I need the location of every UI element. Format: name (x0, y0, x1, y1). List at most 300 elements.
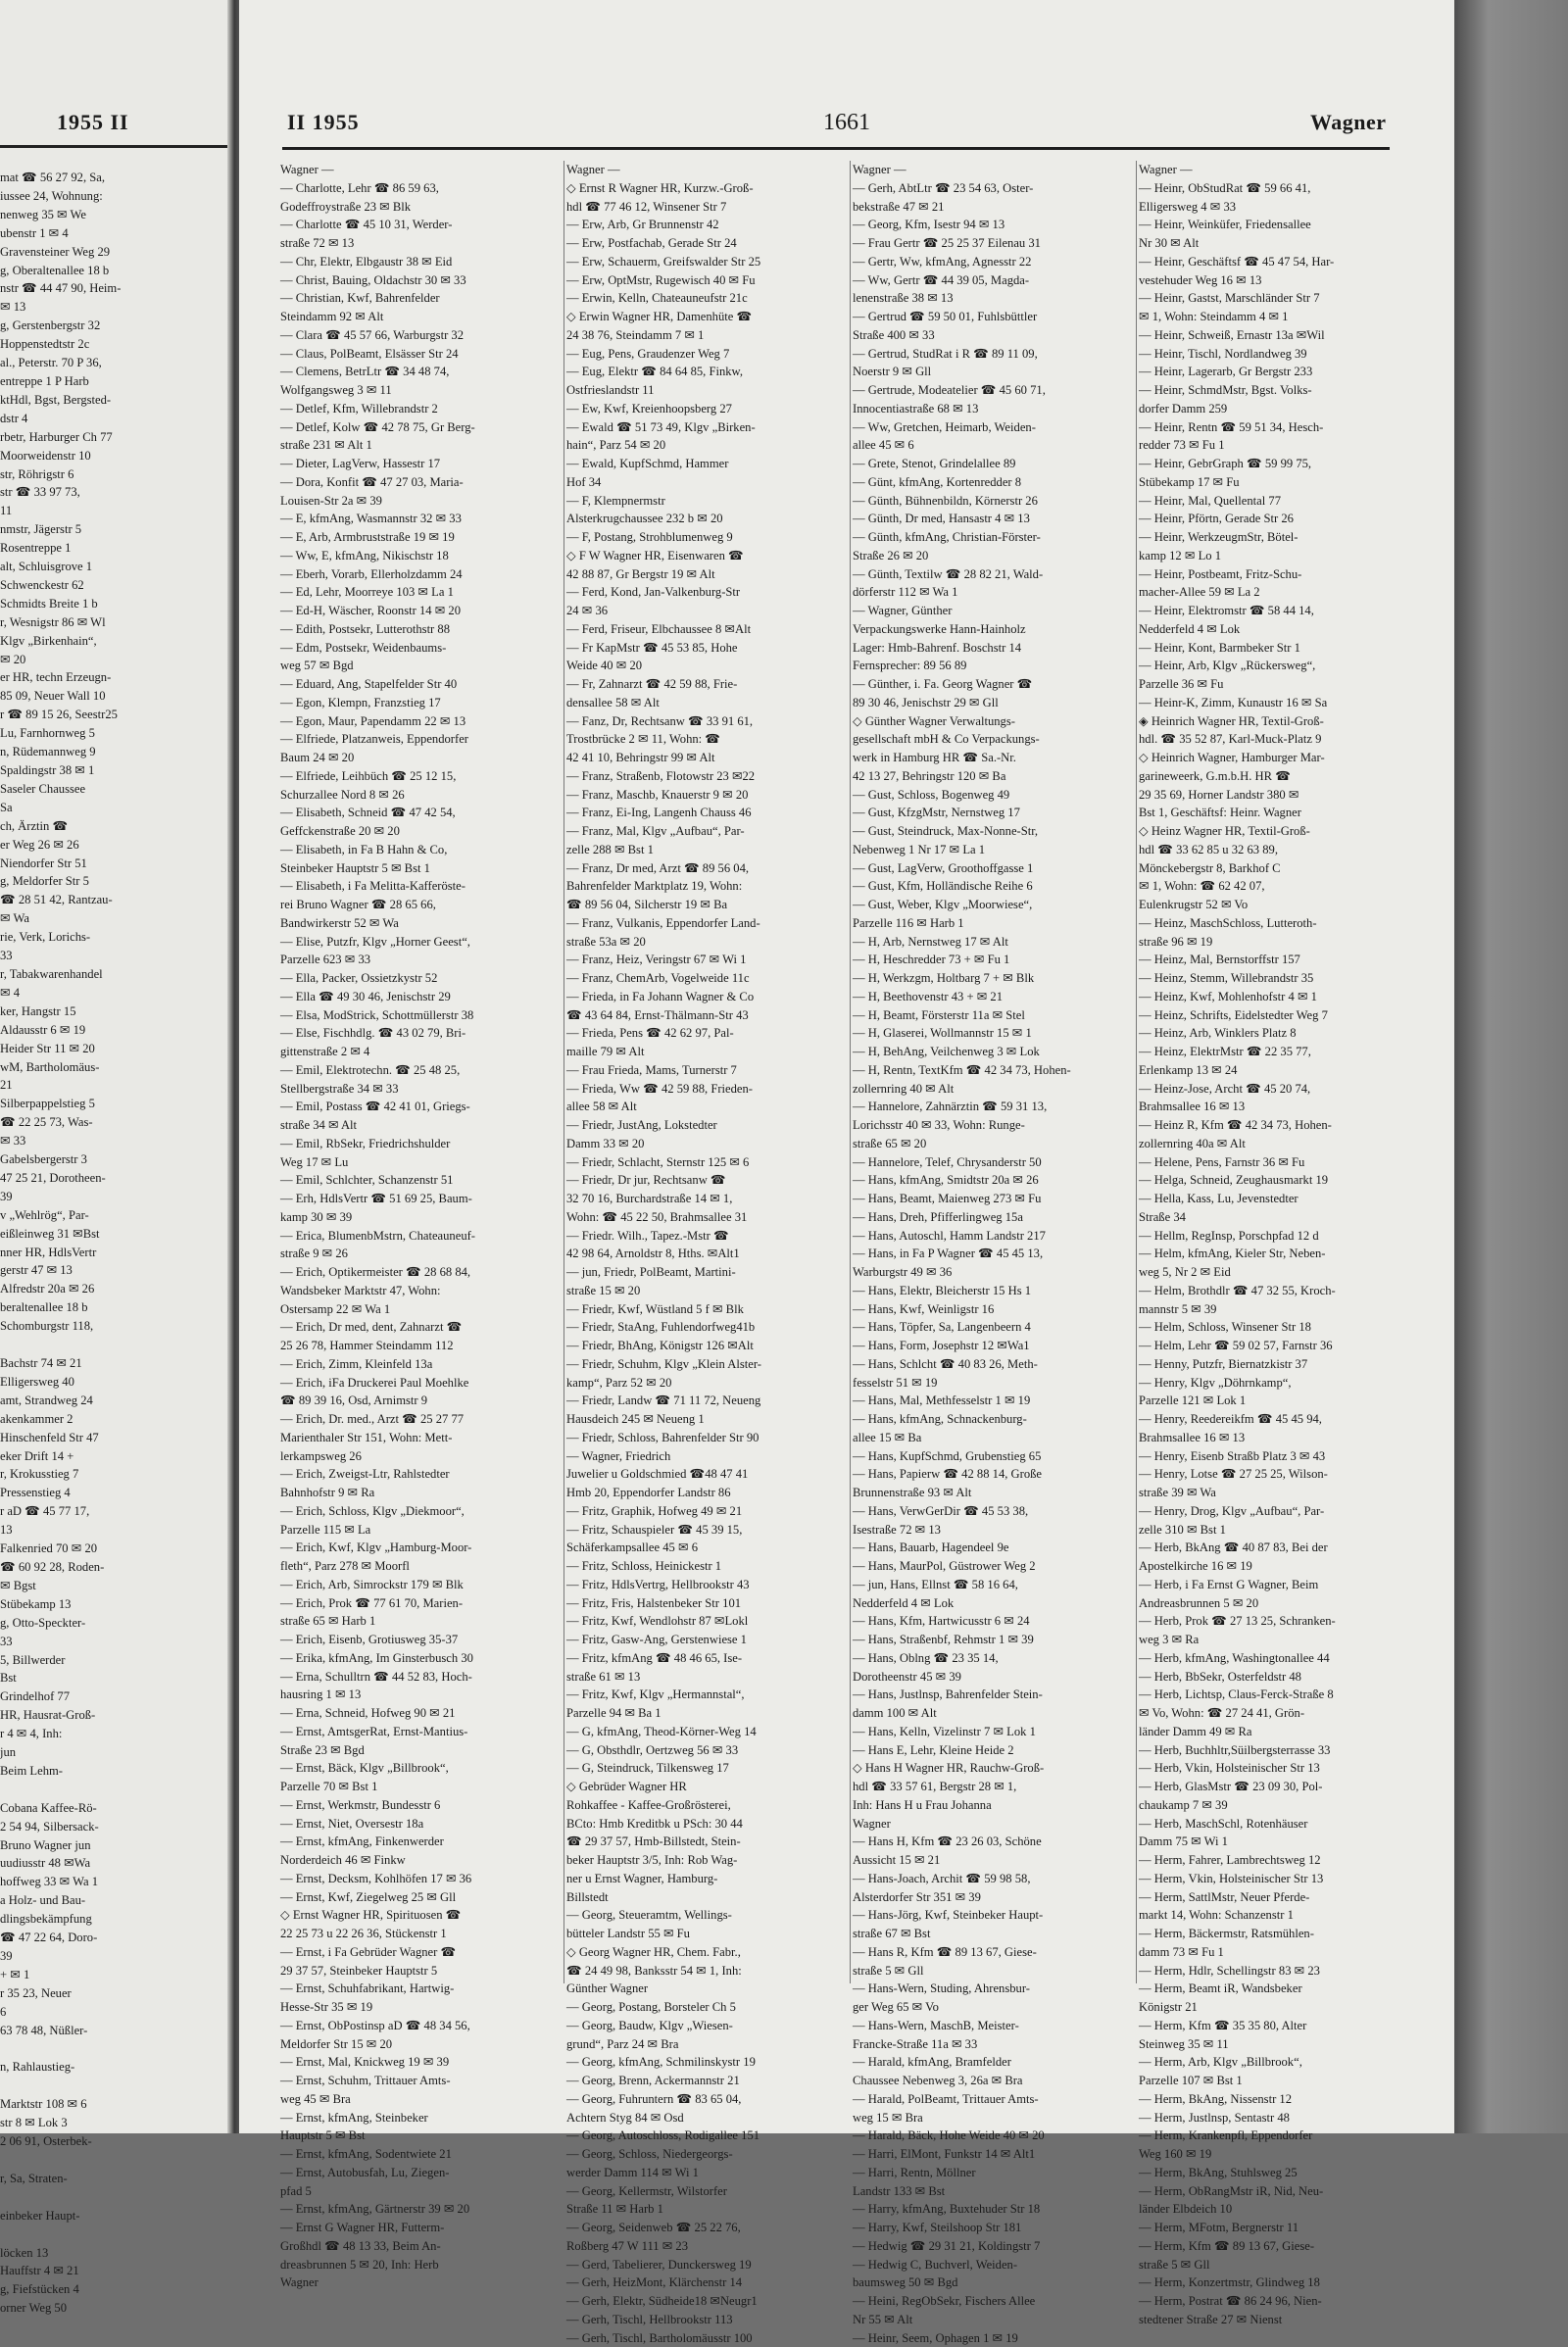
directory-entry-line: damm 100 ✉ Alt (853, 1704, 1136, 1723)
directory-entry-line: — Herm, Vkin, Holsteinischer Str 13 (1139, 1870, 1422, 1888)
directory-entry-line: r, Sa, Straten- (0, 2170, 227, 2188)
directory-entry-line: — Franz, Straßenb, Flotowstr 23 ✉22 (566, 767, 850, 786)
directory-entry-line: ◇ Gebrüder Wagner HR (566, 1778, 850, 1796)
directory-entry-line: beker Hauptstr 3/5, Inh: Rob Wag- (566, 1851, 850, 1870)
directory-entry-line: pfad 5 (280, 2182, 564, 2201)
directory-entry-line: — Gust, LagVerw, Groothoffgasse 1 (853, 859, 1136, 878)
directory-entry-line: — Heinr, Seem, Ophagen 1 ✉ 19 (853, 2329, 1136, 2347)
directory-entry-line: akenkammer 2 (0, 1410, 227, 1429)
directory-entry-line: — Claus, PolBeamt, Elsässer Str 24 (280, 345, 564, 364)
directory-entry-line: 29 37 57, Steinbeker Hauptstr 5 (280, 1962, 564, 1980)
directory-entry-line: Straße 23 ✉ Bgd (280, 1741, 564, 1760)
directory-entry-line: Hoppenstedtstr 2c (0, 335, 227, 354)
directory-entry-line: — Fr KapMstr ☎ 45 53 85, Hohe (566, 639, 850, 658)
directory-entry-line: — Hans, Dreh, Pfifferlingweg 15a (853, 1208, 1136, 1227)
directory-entry-line: — Hans-Joach, Archit ☎ 59 98 58, (853, 1870, 1136, 1888)
directory-entry-line: ✉ Vo, Wohn: ☎ 27 24 41, Grön- (1139, 1704, 1422, 1723)
directory-entry-line: — Georg, Postang, Borsteler Ch 5 (566, 1998, 850, 2017)
directory-entry-line: Falkenried 70 ✉ 20 (0, 1540, 227, 1558)
directory-entry-line: Wagner — (853, 161, 1136, 179)
directory-entry-line: — Chr, Elektr, Elbgaustr 38 ✉ Eid (280, 253, 564, 271)
directory-entry-line: — G, kfmAng, Theod-Körner-Weg 14 (566, 1723, 850, 1741)
directory-entry-line: — Gerd, Tabelierer, Dunckersweg 19 (566, 2256, 850, 2274)
directory-entry-line: — Erika, kfmAng, Im Ginsterbusch 30 (280, 1649, 564, 1668)
directory-entry-line: — Henny, Putzfr, Biernatzkistr 37 (1139, 1355, 1422, 1374)
directory-entry-line: allee 15 ✉ Ba (853, 1429, 1136, 1447)
directory-entry-line: — Heinr, Postbeamt, Fritz-Schu- (1139, 565, 1422, 584)
directory-entry-line: straße 65 ✉ Harb 1 (280, 1612, 564, 1631)
directory-entry-line: 33 (0, 1633, 227, 1651)
directory-entry-line: weg 45 ✉ Bra (280, 2090, 564, 2109)
directory-entry-line: Hinschenfeld Str 47 (0, 1429, 227, 1447)
directory-entry-line: — Heinz, Stemm, Willebrandstr 35 (1139, 969, 1422, 988)
directory-entry-line: ✉ 1, Wohn: Steindamm 4 ✉ 1 (1139, 308, 1422, 326)
directory-entry-line: — Herm, Konzertmstr, Glindweg 18 (1139, 2274, 1422, 2292)
directory-entry-line: ◇ F W Wagner HR, Eisenwaren ☎ (566, 547, 850, 565)
directory-entry-line: Inh: Hans H u Frau Johanna (853, 1796, 1136, 1815)
directory-entry-line: ◇ Heinz Wagner HR, Textil-Groß- (1139, 822, 1422, 841)
directory-entry-line: — Herb, Lichtsp, Claus-Ferck-Straße 8 (1139, 1686, 1422, 1704)
directory-entry-line: Bruno Wagner jun (0, 1836, 227, 1855)
directory-entry-line: — Gerh, Tischl, Hellbrookstr 113 (566, 2311, 850, 2329)
directory-entry-line: Hauffstr 4 ✉ 21 (0, 2262, 227, 2280)
directory-entry-line: — Heini, RegObSekr, Fischers Allee (853, 2292, 1136, 2311)
directory-entry-line: — Harry, kfmAng, Buxtehuder Str 18 (853, 2200, 1136, 2219)
directory-entry-line: — Herb, BkAng ☎ 40 87 83, Bei der (1139, 1539, 1422, 1557)
directory-entry-line (0, 1336, 227, 1354)
directory-entry-line: Marienthaler Str 151, Wohn: Mett- (280, 1429, 564, 1447)
directory-entry-line: — Günth, Bühnenbildn, Körnerstr 26 (853, 492, 1136, 511)
directory-entry-line: — Herm, Hdlr, Schellingstr 83 ✉ 23 (1139, 1962, 1422, 1980)
directory-entry-line: — Ernst, Niet, Oversestr 18a (280, 1815, 564, 1834)
directory-entry-line: Großhdl ☎ 48 13 33, Beim An- (280, 2237, 564, 2256)
directory-entry-line: — Wagner, Friedrich (566, 1447, 850, 1466)
directory-entry-line: — Detlef, Kfm, Willebrandstr 2 (280, 400, 564, 418)
directory-entry-line: g, Gerstenbergstr 32 (0, 317, 227, 335)
directory-entry-line: allee 58 ✉ Alt (566, 1098, 850, 1116)
directory-entry-line: Damm 33 ✉ 20 (566, 1135, 850, 1153)
directory-entry-line: — Friedr, Dr jur, Rechtsanw ☎ (566, 1171, 850, 1190)
directory-entry-line: Andreasbrunnen 5 ✉ 20 (1139, 1594, 1422, 1613)
directory-entry-line: — Herb, kfmAng, Washingtonallee 44 (1139, 1649, 1422, 1668)
directory-entry-line: — Günt, kfmAng, Kortenredder 8 (853, 473, 1136, 492)
directory-entry-line: — Gust, KfzgMstr, Nernstweg 17 (853, 804, 1136, 822)
directory-entry-line: — Erich, Kwf, Klgv „Hamburg-Moor- (280, 1539, 564, 1557)
column-divider (850, 161, 851, 1983)
directory-entry-line: — Hans, Bauarb, Hagendeel 9e (853, 1539, 1136, 1557)
directory-entry-line: n, Rahlaustieg- (0, 2058, 227, 2077)
directory-entry-line: — Hans, Elektr, Bleicherstr 15 Hs 1 (853, 1282, 1136, 1300)
directory-entry-line: — E, kfmAng, Wasmannstr 32 ✉ 33 (280, 510, 564, 528)
directory-entry-line: — Ernst, Bäck, Klgv „Billbrook“, (280, 1759, 564, 1778)
directory-entry-line: — Clara ☎ 45 57 66, Warburgstr 32 (280, 326, 564, 345)
directory-entry-line: iussee 24, Wohnung: (0, 187, 227, 206)
directory-entry-line: r 4 ✉ 4, Inh: (0, 1725, 227, 1743)
directory-entry-line: — Franz, Maschb, Knauerstr 9 ✉ 20 (566, 786, 850, 805)
directory-entry-line: — H, Werkzgm, Holtbarg 7 + ✉ Blk (853, 969, 1136, 988)
directory-entry-line: — Elisabeth, Schneid ☎ 47 42 54, (280, 804, 564, 822)
directory-entry-line: Alsterdorfer Str 351 ✉ 39 (853, 1888, 1136, 1907)
directory-entry-line: — Henry, Drog, Klgv „Aufbau“, Par- (1139, 1502, 1422, 1521)
directory-entry-line: — Henry, Lotse ☎ 27 25 25, Wilson- (1139, 1465, 1422, 1484)
directory-entry-line: ☎ 47 22 64, Doro- (0, 1929, 227, 1947)
directory-entry-line: ch, Ärztin ☎ (0, 817, 227, 836)
directory-entry-line: einbeker Haupt- (0, 2207, 227, 2225)
directory-entry-line: — Franz, Dr med, Arzt ☎ 89 56 04, (566, 859, 850, 878)
directory-entry-line: — Heinr, Weinküfer, Friedensallee (1139, 216, 1422, 234)
directory-entry-line: straße 53a ✉ 20 (566, 933, 850, 952)
directory-entry-line: — Georg, Baudw, Klgv „Wiesen- (566, 2017, 850, 2035)
directory-entry-line: — Erich, Dr med, dent, Zahnarzt ☎ (280, 1318, 564, 1337)
directory-entry-line: ✉ 13 (0, 298, 227, 317)
directory-entry-line: Aldausstr 6 ✉ 19 (0, 1021, 227, 1040)
directory-entry-line: — Herm, Fahrer, Lambrechtsweg 12 (1139, 1851, 1422, 1870)
directory-entry-line: — Henry, Klgv „Döhrnkamp“, (1139, 1374, 1422, 1393)
directory-entry-line: gerstr 47 ✉ 13 (0, 1261, 227, 1280)
directory-entry-line: Isestraße 72 ✉ 13 (853, 1521, 1136, 1540)
directory-entry-line: bekstraße 47 ✉ 21 (853, 198, 1136, 217)
directory-entry-line: ☎ 28 51 42, Rantzau- (0, 891, 227, 909)
directory-entry-line: — Hans, KupfSchmd, Grubenstieg 65 (853, 1447, 1136, 1466)
directory-entry-line: zollernring 40 ✉ Alt (853, 1080, 1136, 1099)
directory-entry-line: länder Elbdeich 10 (1139, 2200, 1422, 2219)
directory-entry-line: — Heinr, Rentn ☎ 59 51 34, Hesch- (1139, 418, 1422, 437)
directory-entry-line: ✉ Wa (0, 909, 227, 928)
directory-entry-line: ◇ Erwin Wagner HR, Damenhüte ☎ (566, 308, 850, 326)
directory-entry-line: — Ed, Lehr, Moorreye 103 ✉ La 1 (280, 583, 564, 602)
directory-entry-line: — H, Heschredder 73 + ✉ Fu 1 (853, 951, 1136, 969)
directory-entry-line: n, Rüdemannweg 9 (0, 743, 227, 761)
directory-entry-line: — F, Postang, Strohblumenweg 9 (566, 528, 850, 547)
directory-entry-line: Wohn: ☎ 45 22 50, Brahmsallee 31 (566, 1208, 850, 1227)
directory-entry-line: Noerstr 9 ✉ Gll (853, 363, 1136, 381)
directory-entry-line: — Heinz, Mal, Bernstorffstr 157 (1139, 951, 1422, 969)
directory-entry-line: — Hans, kfmAng, Smidtstr 20a ✉ 26 (853, 1171, 1136, 1190)
directory-entry-line: — Hans, Papierw ☎ 42 88 14, Große (853, 1465, 1136, 1484)
directory-entry-line: 2 54 94, Silbersack- (0, 1818, 227, 1836)
directory-entry-line: Alfredstr 20a ✉ 26 (0, 1280, 227, 1298)
directory-entry-line: Schmidts Breite 1 b (0, 595, 227, 613)
directory-entry-line: Parzelle 36 ✉ Fu (1139, 675, 1422, 694)
directory-entry-line: — Clemens, BetrLtr ☎ 34 48 74, (280, 363, 564, 381)
directory-entry-line: — Heinr, ObStudRat ☎ 59 66 41, (1139, 179, 1422, 198)
directory-entry-line: ◇ Heinrich Wagner, Hamburger Mar- (1139, 749, 1422, 767)
directory-entry-line: — Heinr, Tischl, Nordlandweg 39 (1139, 345, 1422, 364)
directory-entry-line: — Heinr, Schweiß, Ernastr 13a ✉Wil (1139, 326, 1422, 345)
directory-entry-line: — Dora, Konfit ☎ 47 27 03, Maria- (280, 473, 564, 492)
directory-entry-line: straße 34 ✉ Alt (280, 1116, 564, 1135)
directory-entry-line: Alsterkrugchaussee 232 b ✉ 20 (566, 510, 850, 528)
directory-entry-line: — Helm, Lehr ☎ 59 02 57, Farnstr 36 (1139, 1337, 1422, 1355)
directory-entry-line: — Herm, Bäckermstr, Ratsmühlen- (1139, 1925, 1422, 1943)
directory-entry-line: Stellbergstraße 34 ✉ 33 (280, 1080, 564, 1099)
directory-entry-line: eker Drift 14 + (0, 1447, 227, 1466)
directory-entry-line: Verpackungswerke Hann-Hainholz (853, 620, 1136, 639)
page-edge-shadow (1454, 0, 1568, 2133)
directory-entry-line: Norderdeich 46 ✉ Finkw (280, 1851, 564, 1870)
directory-entry-line: — Christian, Kwf, Bahrenfelder (280, 289, 564, 308)
directory-entry-line: — Hans, Straßenbf, Rehmstr 1 ✉ 39 (853, 1631, 1136, 1649)
directory-entry-line: ubenstr 1 ✉ 4 (0, 224, 227, 243)
directory-entry-line: Wolfgangsweg 3 ✉ 11 (280, 381, 564, 400)
directory-entry-line: — Heinr, Elektromstr ☎ 58 44 14, (1139, 602, 1422, 620)
directory-entry-line: ger Weg 65 ✉ Vo (853, 1998, 1136, 2017)
directory-entry-line: Saseler Chaussee (0, 780, 227, 799)
directory-entry-line: — Else, Fischhdlg. ☎ 43 02 79, Bri- (280, 1024, 564, 1043)
directory-entry-line: — Erich, Arb, Simrockstr 179 ✉ Blk (280, 1576, 564, 1594)
directory-entry-line: Straße 26 ✉ 20 (853, 547, 1136, 565)
directory-entry-line: kamp 12 ✉ Lo 1 (1139, 547, 1422, 565)
directory-entry-line: maille 79 ✉ Alt (566, 1043, 850, 1061)
directory-column-1 (280, 161, 564, 2292)
directory-entry-line: — Herb, Buchhltr,Süilbergsterrasse 33 (1139, 1741, 1422, 1760)
directory-entry-line: — Erw, Schauerm, Greifswalder Str 25 (566, 253, 850, 271)
directory-entry-line: v „Wehlrög“, Par- (0, 1206, 227, 1225)
directory-entry-line: — Ww, Gertr ☎ 44 39 05, Magda- (853, 271, 1136, 290)
directory-entry-line: — Erich, Zweigst-Ltr, Rahlstedter (280, 1465, 564, 1484)
directory-entry-line: 39 (0, 1947, 227, 1966)
directory-entry-line: — Egon, Maur, Papendamm 22 ✉ 13 (280, 712, 564, 731)
directory-entry-line: — Heinr, Kont, Barmbeker Str 1 (1139, 639, 1422, 658)
directory-entry-line: Warburgstr 49 ✉ 36 (853, 1263, 1136, 1282)
directory-entry-line: — Erw, Postfachab, Gerade Str 24 (566, 234, 850, 253)
directory-entry-line: Straße 400 ✉ 33 (853, 326, 1136, 345)
directory-entry-line: rei Bruno Wagner ☎ 28 65 66, (280, 896, 564, 914)
directory-entry-line: — Günth, Textilw ☎ 28 82 21, Wald- (853, 565, 1136, 584)
directory-entry-line: ✉ 20 (0, 651, 227, 669)
directory-entry-line: — Herb, MaschSchl, Rotenhäuser (1139, 1815, 1422, 1834)
directory-entry-line: 85 09, Neuer Wall 10 (0, 687, 227, 706)
directory-entry-line: weg 5, Nr 2 ✉ Eid (1139, 1263, 1422, 1282)
directory-entry-line: — Herm, Kfm ☎ 89 13 67, Giese- (1139, 2237, 1422, 2256)
directory-entry-line: — Erich, Prok ☎ 77 61 70, Marien- (280, 1594, 564, 1613)
directory-entry-line: — Franz, Ei-Ing, Langenh Chauss 46 (566, 804, 850, 822)
directory-entry-line: hdl ☎ 33 57 61, Bergstr 28 ✉ 1, (853, 1778, 1136, 1796)
directory-entry-line: Damm 75 ✉ Wi 1 (1139, 1833, 1422, 1851)
directory-entry-line: Parzelle 115 ✉ La (280, 1521, 564, 1540)
directory-entry-line: — Heinr, Arb, Klgv „Rückersweg“, (1139, 657, 1422, 675)
directory-entry-line: Wandsbeker Marktstr 47, Wohn: (280, 1282, 564, 1300)
directory-entry-line: — Heinz R, Kfm ☎ 42 34 73, Hohen- (1139, 1116, 1422, 1135)
directory-entry-line: — Franz, ChemArb, Vogelweide 11c (566, 969, 850, 988)
directory-entry-line: — Fritz, kfmAng ☎ 48 46 65, Ise- (566, 1649, 850, 1668)
directory-entry-line: — Herb, Prok ☎ 27 13 25, Schranken- (1139, 1612, 1422, 1631)
directory-entry-line: — Gertr, Ww, kfmAng, Agnesstr 22 (853, 253, 1136, 271)
directory-entry-line: 33 (0, 947, 227, 965)
directory-entry-line: — Hans, Kwf, Weinligstr 16 (853, 1300, 1136, 1319)
directory-entry-line: — Christ, Bauing, Oldachstr 30 ✉ 33 (280, 271, 564, 290)
directory-entry-line: — Ernst, AmtsgerRat, Ernst-Mantius- (280, 1723, 564, 1741)
directory-entry-line: ☎ 89 39 16, Osd, Arnimstr 9 (280, 1392, 564, 1410)
directory-entry-line: Ostersamp 22 ✉ Wa 1 (280, 1300, 564, 1319)
directory-entry-line: — Herm, Beamt iR, Wandsbeker (1139, 1980, 1422, 1998)
directory-entry-line: — Hannelore, Zahnärztin ☎ 59 31 13, (853, 1098, 1136, 1116)
directory-entry-line: Steindamm 92 ✉ Alt (280, 308, 564, 326)
directory-entry-line: — Elfriede, Leihbüch ☎ 25 12 15, (280, 767, 564, 786)
directory-entry-line: — Elisabeth, i Fa Melitta-Kafferöste- (280, 877, 564, 896)
directory-entry-line: er HR, techn Erzeugn- (0, 668, 227, 687)
directory-entry-line: — H, Beamt, Försterstr 11a ✉ Stel (853, 1006, 1136, 1025)
directory-entry-line: ◈ Heinrich Wagner HR, Textil-Groß- (1139, 712, 1422, 731)
directory-entry-line: — Ww, Gretchen, Heimarb, Weiden- (853, 418, 1136, 437)
directory-entry-line: — Günth, Dr med, Hansastr 4 ✉ 13 (853, 510, 1136, 528)
directory-entry-line: — Gerh, AbtLtr ☎ 23 54 63, Oster- (853, 179, 1136, 198)
directory-entry-line: — Fritz, Fris, Halstenbeker Str 101 (566, 1594, 850, 1613)
directory-entry-line: — Herm, Kfm ☎ 35 35 80, Alter (1139, 2017, 1422, 2035)
directory-entry-line: — Herm, Krankenpfl, Eppendorfer (1139, 2127, 1422, 2145)
directory-entry-line (0, 2151, 227, 2170)
directory-entry-line: Mönckebergstr 8, Barkhof C (1139, 859, 1422, 878)
directory-entry-line: — Hannelore, Telef, Chrysanderstr 50 (853, 1153, 1136, 1172)
directory-entry-line: g, Otto-Speckter- (0, 1614, 227, 1633)
directory-entry-line: straße 5 ✉ Gll (1139, 2256, 1422, 2274)
directory-entry-line: — Elise, Putzfr, Klgv „Horner Geest“, (280, 933, 564, 952)
directory-entry-line: zollernring 40a ✉ Alt (1139, 1135, 1422, 1153)
directory-entry-line: Cobana Kaffee-Rö- (0, 1799, 227, 1818)
directory-entry-line: — Hans, Töpfer, Sa, Langenbeern 4 (853, 1318, 1136, 1337)
directory-entry-line: Sa (0, 799, 227, 817)
directory-entry-line: str ☎ 33 97 73, (0, 483, 227, 502)
directory-entry-line: — Fanz, Dr, Rechtsanw ☎ 33 91 61, (566, 712, 850, 731)
directory-entry-line: — Hedwig ☎ 29 31 21, Koldingstr 7 (853, 2237, 1136, 2256)
directory-entry-line: Weg 17 ✉ Lu (280, 1153, 564, 1172)
directory-entry-line: Beim Lehm- (0, 1762, 227, 1781)
directory-entry-line: ◇ Günther Wagner Verwaltungs- (853, 712, 1136, 731)
directory-entry-line: — Georg, Seidenweb ☎ 25 22 76, (566, 2219, 850, 2237)
directory-entry-line: Parzelle 121 ✉ Lok 1 (1139, 1392, 1422, 1410)
directory-entry-line: nenweg 35 ✉ We (0, 206, 227, 224)
directory-entry-line: 42 41 10, Behringstr 99 ✉ Alt (566, 749, 850, 767)
directory-entry-line: — Erh, HdlsVertr ☎ 51 69 25, Baum- (280, 1190, 564, 1208)
directory-entry-line: Aussicht 15 ✉ 21 (853, 1851, 1136, 1870)
directory-entry-line: — jun, Friedr, PolBeamt, Martini- (566, 1263, 850, 1282)
directory-entry-line: Spaldingstr 38 ✉ 1 (0, 761, 227, 780)
directory-entry-line: — Ernst, Kwf, Ziegelweg 25 ✉ Gll (280, 1888, 564, 1907)
directory-entry-line: mannstr 5 ✉ 39 (1139, 1300, 1422, 1319)
directory-entry-line: nstr ☎ 44 47 90, Heim- (0, 279, 227, 298)
directory-entry-line: — Heinz, MaschSchloss, Lutteroth- (1139, 914, 1422, 933)
directory-entry-line: — Helm, Brothdlr ☎ 47 32 55, Kroch- (1139, 1282, 1422, 1300)
directory-entry-line: dstr 4 (0, 410, 227, 428)
directory-entry-line: rbetr, Harburger Ch 77 (0, 428, 227, 447)
directory-entry-line: — Fritz, Graphik, Hofweg 49 ✉ 21 (566, 1502, 850, 1521)
directory-entry-line: straße 61 ✉ 13 (566, 1668, 850, 1687)
directory-entry-line: chaukamp 7 ✉ 39 (1139, 1796, 1422, 1815)
directory-entry-line: ◇ Ernst R Wagner HR, Kurzw.-Groß- (566, 179, 850, 198)
directory-entry-line: ✉ 33 (0, 1132, 227, 1150)
directory-entry-line: Brahmsallee 16 ✉ 13 (1139, 1429, 1422, 1447)
directory-entry-line: — Elsa, ModStrick, Schottmüllerstr 38 (280, 1006, 564, 1025)
directory-entry-line: Louisen-Str 2a ✉ 39 (280, 492, 564, 511)
directory-entry-line: — Heinr, SchmdMstr, Bgst. Volks- (1139, 381, 1422, 400)
directory-entry-line: dörferstr 112 ✉ Wa 1 (853, 583, 1136, 602)
directory-entry-line: r, Wesnigstr 86 ✉ Wl (0, 613, 227, 632)
directory-entry-line: — Gerh, Tischl, Bartholomäusstr 100 (566, 2329, 850, 2347)
directory-entry-line: straße 15 ✉ 20 (566, 1282, 850, 1300)
directory-entry-line: 22 25 73 u 22 26 36, Stückenstr 1 (280, 1925, 564, 1943)
directory-entry-line: — Edith, Postsekr, Lutterothstr 88 (280, 620, 564, 639)
directory-entry-line: rie, Verk, Lorichs- (0, 928, 227, 947)
directory-entry-line: — Harald, Bäck, Hohe Weide 40 ✉ 20 (853, 2127, 1136, 2145)
directory-entry-line: Hausdeich 245 ✉ Neueng 1 (566, 1410, 850, 1429)
directory-entry-line: gittenstraße 2 ✉ 4 (280, 1043, 564, 1061)
directory-entry-line: hdl. ☎ 35 52 87, Karl-Muck-Platz 9 (1139, 730, 1422, 749)
directory-entry-line: Marktstr 108 ✉ 6 (0, 2095, 227, 2114)
directory-entry-line: — H, Arb, Nernstweg 17 ✉ Alt (853, 933, 1136, 952)
directory-entry-line: — Heinz, Schrifts, Eidelstedter Weg 7 (1139, 1006, 1422, 1025)
directory-entry-line: fleth“, Parz 278 ✉ Moorfl (280, 1557, 564, 1576)
volume-header: II 1955 (287, 110, 360, 135)
directory-entry-line: — Günther, i. Fa. Georg Wagner ☎ (853, 675, 1136, 694)
directory-entry-line: — Frau Frieda, Mams, Turnerstr 7 (566, 1061, 850, 1080)
directory-entry-line: — Heinz-Jose, Archt ☎ 45 20 74, (1139, 1080, 1422, 1099)
directory-entry-line (0, 2040, 227, 2059)
directory-entry-line: — Gertrud ☎ 59 50 01, Fuhlsbüttler (853, 308, 1136, 326)
directory-entry-line: garineweerk, G.m.b.H. HR ☎ (1139, 767, 1422, 786)
directory-entry-line: Baum 24 ✉ 20 (280, 749, 564, 767)
directory-entry-line: — Gust, Weber, Klgv „Moorwiese“, (853, 896, 1136, 914)
directory-entry-line: — Hans, Form, Josephstr 12 ✉Wa1 (853, 1337, 1136, 1355)
directory-entry-line: Wagner (280, 2274, 564, 2292)
directory-entry-line: — Hans-Wern, MaschB, Meister- (853, 2017, 1136, 2035)
directory-entry-line: markt 14, Wohn: Schanzenstr 1 (1139, 1906, 1422, 1925)
directory-entry-line: straße 96 ✉ 19 (1139, 933, 1422, 952)
directory-entry-line: Stübekamp 17 ✉ Fu (1139, 473, 1422, 492)
directory-entry-line: Parzelle 94 ✉ Ba 1 (566, 1704, 850, 1723)
directory-entry-line: hain“, Parz 54 ✉ 20 (566, 436, 850, 455)
directory-entry-line: — Fritz, Schloss, Heinickestr 1 (566, 1557, 850, 1576)
directory-entry-line: — Ewald, KupfSchmd, Hammer (566, 455, 850, 473)
directory-entry-line: redder 73 ✉ Fu 1 (1139, 436, 1422, 455)
directory-entry-line: Innocentiastraße 68 ✉ 13 (853, 400, 1136, 418)
directory-entry-line: — Gerh, Elektr, Südheide18 ✉Neugr1 (566, 2292, 850, 2311)
directory-entry-line: — Franz, Vulkanis, Eppendorfer Land- (566, 914, 850, 933)
directory-entry-line: Geffckenstraße 20 ✉ 20 (280, 822, 564, 841)
directory-entry-line: entreppe 1 P Harb (0, 372, 227, 391)
directory-entry-line: — Friedr, BhAng, Königstr 126 ✉Alt (566, 1337, 850, 1355)
directory-entry-line: bütteler Landstr 55 ✉ Fu (566, 1925, 850, 1943)
directory-entry-line: ☎ 60 92 28, Roden- (0, 1558, 227, 1577)
directory-entry-line: — Eug, Pens, Graudenzer Weg 7 (566, 345, 850, 364)
directory-entry-line: 63 78 48, Nüßler- (0, 2022, 227, 2040)
directory-entry-line: eißleinweg 31 ✉Bst (0, 1225, 227, 1244)
directory-entry-line: — Ww, E, kfmAng, Nikischstr 18 (280, 547, 564, 565)
directory-entry-line: Bahrenfelder Marktplatz 19, Wohn: (566, 877, 850, 896)
directory-entry-line: 32 70 16, Burchardstraße 14 ✉ 1, (566, 1190, 850, 1208)
directory-entry-line: — Hans, in Fa P Wagner ☎ 45 45 13, (853, 1245, 1136, 1263)
directory-entry-line: — Heinr, Pförtn, Gerade Str 26 (1139, 510, 1422, 528)
directory-entry-line: dlingsbekämpfung (0, 1910, 227, 1929)
directory-entry-line: Hmb 20, Eppendorfer Landstr 86 (566, 1484, 850, 1502)
directory-entry-line: — Hans, MaurPol, Güstrower Weg 2 (853, 1557, 1136, 1576)
directory-entry-line: — Ernst, Mal, Knickweg 19 ✉ 39 (280, 2053, 564, 2072)
directory-entry-line: — Gerh, HeizMont, Klärchenstr 14 (566, 2274, 850, 2292)
directory-entry-line: g, Meldorfer Str 5 (0, 872, 227, 891)
directory-column-2 (566, 161, 850, 2347)
directory-entry-line: — Gust, Steindruck, Max-Nonne-Str, (853, 822, 1136, 841)
directory-entry-line: — Erich, Dr. med., Arzt ☎ 25 27 77 (280, 1410, 564, 1429)
directory-entry-line: 6 (0, 2003, 227, 2022)
directory-entry-line: — Ernst, kfmAng, Gärtnerstr 39 ✉ 20 (280, 2200, 564, 2219)
directory-entry-line: 39 (0, 1188, 227, 1206)
directory-entry-line: hdl ☎ 33 62 85 u 32 63 89, (1139, 841, 1422, 859)
directory-entry-line: hdl ☎ 77 46 12, Winsener Str 7 (566, 198, 850, 217)
directory-entry-line: — Elfriede, Platzanweis, Eppendorfer (280, 730, 564, 749)
directory-entry-line: straße 231 ✉ Alt 1 (280, 436, 564, 455)
directory-entry-line: — Helga, Schneid, Zeughausmarkt 19 (1139, 1171, 1422, 1190)
directory-entry-line: weg 3 ✉ Ra (1139, 1631, 1422, 1649)
directory-entry-line: — Franz, Mal, Klgv „Aufbau“, Par- (566, 822, 850, 841)
